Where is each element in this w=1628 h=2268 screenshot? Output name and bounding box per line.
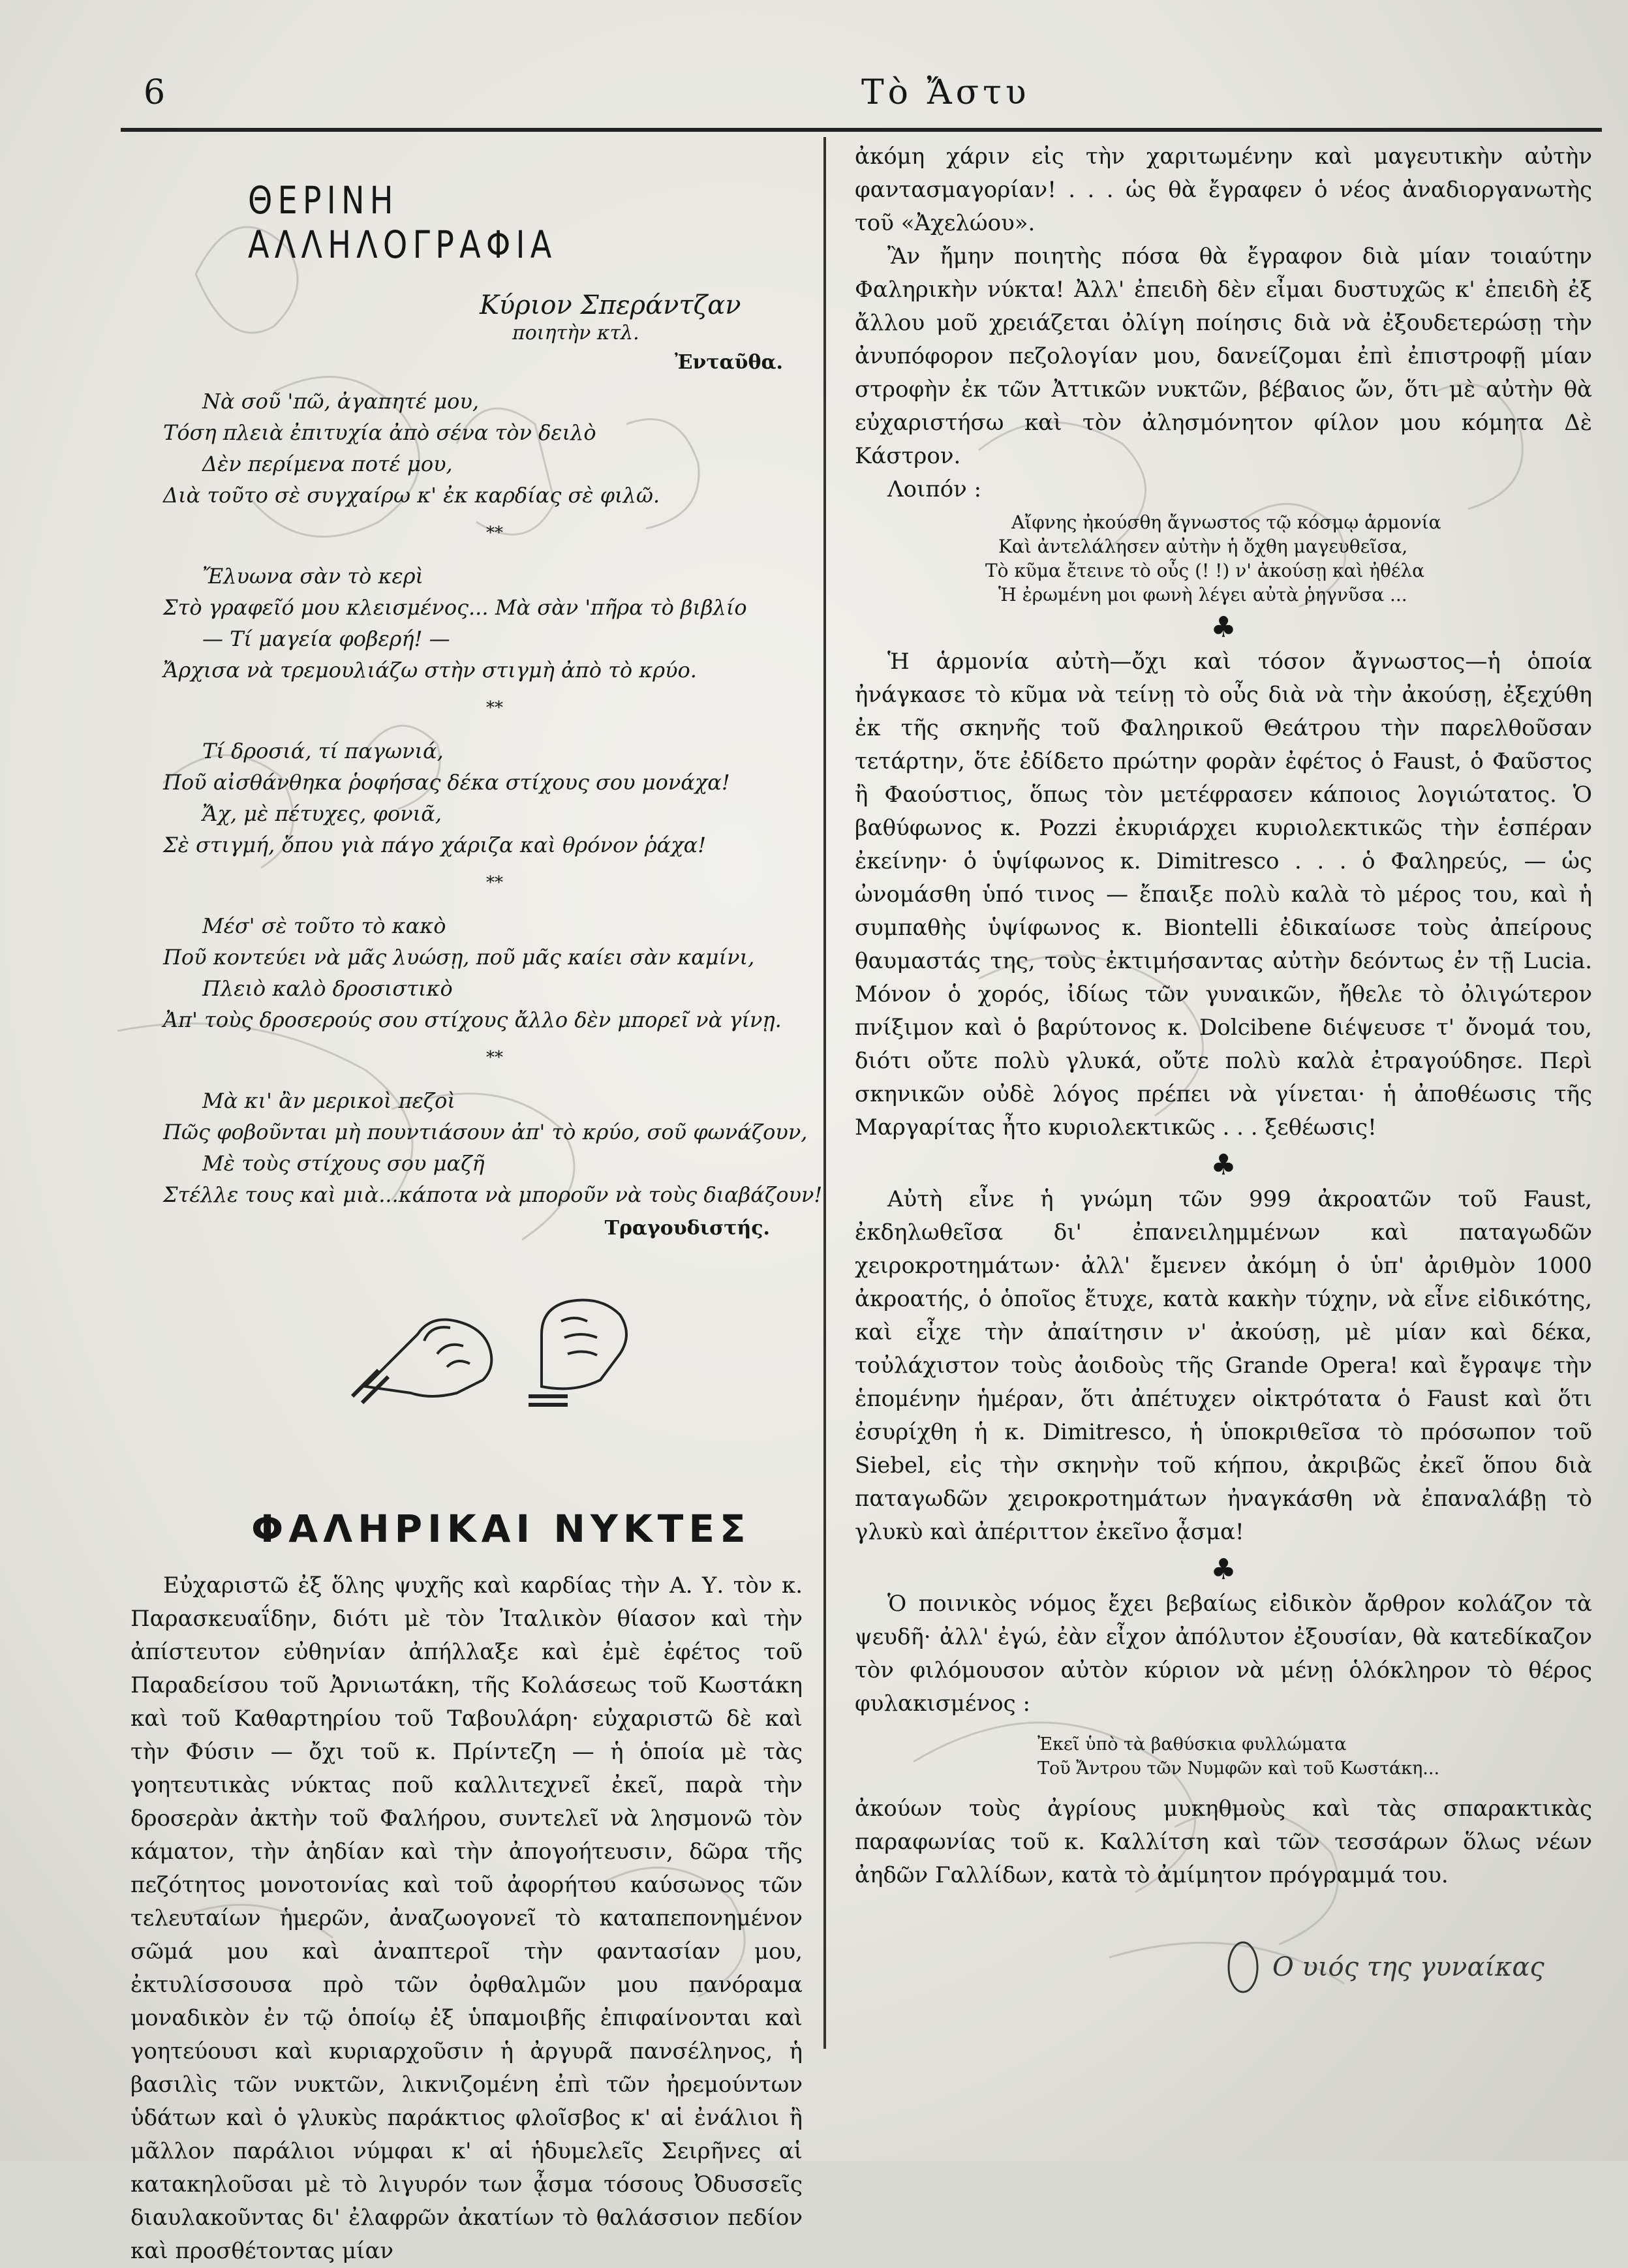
nights-paragraph-6 bbox=[855, 1792, 1592, 1892]
verse-line: Ποῦ κοντεύει νὰ μᾶς λυώσῃ, ποῦ μᾶς καίει σὰν καμίνι, bbox=[163, 945, 755, 970]
signature: Τραγουδιστής. bbox=[604, 1217, 770, 1240]
quote-line: Αἴφνης ἠκούσθη ἄγνωστος τῷ κόσμῳ ἁρμονία bbox=[1011, 512, 1441, 533]
handwritten-text: Ο υιός της γυναίκας bbox=[1272, 1952, 1544, 1982]
verse-line: Δὲν περίμενα ποτέ μου, bbox=[202, 452, 453, 476]
poem bbox=[131, 386, 823, 1210]
nights-paragraph-3 bbox=[855, 645, 1592, 1144]
fists-illustration bbox=[326, 1256, 692, 1406]
verse-line: Πλειὸ καλὸ δροσιστικὸ bbox=[202, 976, 453, 1001]
star-separator: ** bbox=[486, 523, 503, 543]
header-rule bbox=[121, 128, 1602, 132]
stanza bbox=[131, 910, 803, 1035]
quote-line: Τὸ κῦμα ἔτεινε τὸ οὖς (! !) ν' ἀκούσῃ καὶ ἠθέλα bbox=[985, 560, 1425, 581]
star-separator: ** bbox=[486, 1048, 503, 1067]
handwritten-signature bbox=[1220, 1931, 1559, 2003]
paragraph: ἀκόμη χάριν εἰς τὴν χαριτωμένην καὶ μαγευτικὴν αὐτὴν φαντασμαγορίαν! . . . ὡς θὰ ἔγραφεν ὁ νέος ἀναδιοργανωτὴς τοῦ «Ἀχελώου». bbox=[855, 144, 1592, 236]
right-column bbox=[855, 140, 1592, 2006]
left-column bbox=[131, 147, 823, 2268]
page-number: 6 bbox=[144, 73, 166, 112]
quote-stanza-2 bbox=[1037, 1732, 1592, 1781]
masthead: Τὸ Ἄστυ bbox=[861, 73, 1030, 112]
addressee-sub: ποιητὴν κτλ. bbox=[512, 322, 639, 345]
verse-line: Στὸ γραφεῖό μου κλεισμένος... Μὰ σὰν 'πῆρα τὸ βιβλίο bbox=[163, 595, 747, 620]
club-ornament: ♣ bbox=[1210, 1553, 1236, 1586]
paragraph: ἀκούων τοὺς ἀγρίους μυκηθμοὺς καὶ τὰς σπαρακτικὰς παραφωνίας τοῦ κ. Καλλίτση καὶ τῶν τεσσάρων ὅλως νέων ἀηδῶν Γαλλίδων, κατὰ τὸ ἀμίμητον πρόγραμμά του. bbox=[855, 1796, 1592, 1888]
paragraph: Ὁ ποινικὸς νόμος ἔχει βεβαίως εἰδικὸν ἄρθρον κολάζον τὰ ψευδῆ· ἀλλ' ἐγώ, ἐὰν εἶχον ἀπόλυτον ἐξουσίαν, θὰ κατεδίκαζον τὸν φιλόμουσον αὐτὸν κύριον νὰ μένῃ ὁλόκληρον τὸ θέρος φυλακισμένος : bbox=[855, 1591, 1592, 1717]
club-ornament: ♣ bbox=[1210, 1148, 1236, 1182]
stanza bbox=[131, 1085, 823, 1210]
paragraph: Εὐχαριστῶ ἐξ ὅλης ψυχῆς καὶ καρδίας τὴν Α. Υ. τὸν κ. Παρασκευαΐδην, διότι μὲ τὸν Ἰταλικὸν θίασον καὶ τὴν ἀπίστευτον εὐθηνίαν ἀπήλλαξε καὶ ἐμὲ ἐφέτος τοῦ Παραδείσου τοῦ Ἀρνιωτάκη, τῆς Κολάσεως τοῦ Κωστάκη καὶ τοῦ Καθαρτηρίου τοῦ Ταβουλάρη· εὐχαριστῶ δὲ καὶ τὴν Φύσιν — ὄχι τοῦ κ. Πρίντεζη — ἡ ὁποία μὲ τὰς γοητευτικὰς νύκτας ποῦ καλλιτεχνεῖ ἐκεῖ, παρὰ τὴν δροσερὰν ἀκτὴν τοῦ Φαλήρου, συντελεῖ νὰ λησμονῶ τὸν κάματον, τὴν ἀηδίαν καὶ τὴν ἀπογοήτευσιν, δῶρα τῆς πεζότητος μονοτονίας καὶ τοῦ ἀφορήτου καύσωνος τῶν τελευταίων ἡμερῶν, ἀναζωογονεῖ τὸ καταπεπονημένον σῶμά μου καὶ ἀναπτεροῖ τὴν φαντασίαν μου, ἐκτυλίσσουσα πρὸ τῶν ὀφθαλμῶν μου πανόραμα μοναδικὸν ἐν τῷ ὁποίῳ ἐξ ὑπαμοιβῆς ἐπιφαίνονται καὶ γοητεύουσι καὶ κυριαρχοῦσιν ἡ ἀργυρᾶ πανσέληνος, ἡ βασιλὶς τῶν νυκτῶν, λικνιζομένη ἐπὶ τῶν ἠρεμούντων ὑδάτων καὶ ὁ γλυκὺς παράκτιος φλοῖσβος κ' αἱ ἐνάλιοι ἢ μᾶλλον παράλιοι νύμφαι κ' αἱ ἡδυμελεῖς Σειρῆνες αἱ κατακηλοῦσαι μὲ τὸ λιγυρόν των ᾆσμα τόσους Ὀδυσσεῖς διαυλακοῦντας δι' ἐλαφρῶν ἀκατίων τὸ θαλάσσιον πεδίον καὶ προσθέτοντας μίαν bbox=[131, 1572, 803, 2264]
nights-paragraph-4 bbox=[855, 1183, 1592, 1549]
verse-line: Νὰ σοῦ 'πῶ, ἀγαπητέ μου, bbox=[202, 389, 480, 414]
verse-line: Μὰ κι' ἂν μερικοὶ πεζοὶ bbox=[202, 1088, 455, 1113]
verse-line: Πῶς φοβοῦνται μὴ πουντιάσουν ἀπ' τὸ κρύο, σοῦ φωνάζουν, bbox=[163, 1120, 808, 1144]
star-separator: ** bbox=[486, 698, 503, 718]
paragraph: Ἂν ἤμην ποιητὴς πόσα θὰ ἔγραφον διὰ μίαν τοιαύτην Φαληρικὴν νύκτα! Ἀλλ' ἐπειδὴ δὲν εἶμαι δυστυχῶς κ' ἐπειδὴ ἐξ ἄλλου μοῦ χρειάζεται ὀλίγη ποίησις διὰ νὰ ἐξουδετερώσῃ τὴν ἀνυπόφορον πεζολογίαν μου, δανείζομαι ἐπὶ ἐπιστροφῇ μίαν στροφὴν ἐκ τῶν Ἀττικῶν νυκτῶν, βέβαιος ὤν, ὅτι μὲ αὐτὴν θὰ εὐχαριστήσω καὶ τὸν ἀλησμόνητον φίλον μου κόμητα Δὲ Κάστρον. bbox=[855, 243, 1592, 469]
paragraph: Αὐτὴ εἶνε ἡ γνώμη τῶν 999 ἀκροατῶν τοῦ Faust, ἐκδηλωθεῖσα δι' ἐπανειλημμένων καὶ παταγωδῶν χειροκροτημάτων· ἀλλ' ἔμενεν ἀκόμη ὁ ὑπ' ἀριθμὸν 1000 ἀκροατής, ὁ ὁποῖος ἔτυχε, κατὰ κακὴν τύχην, νὰ εἶνε εἰδικότης, καὶ εἶχε τὴν ἀπαίτησιν ν' ἀκούσῃ, μὲ μίαν καὶ δέκα, τοὐλάχιστον τοὺς ἀοιδοὺς τῆς Grande Opera! καὶ ἔγραψε τὴν ἑπομένην ἡμέραν, ὅτι ἀπέτυχεν οἰκτρότατα ὁ Faust καὶ ὅτι ἐσυρίχθη ἡ κ. Dimitresco, ἡ ὑποκριθεῖσα τὸ πρόσωπον τοῦ Siebel, εἰς τὴν σκηνὴν τοῦ κήπου, ἀκριβῶς ἐκεῖ ὅπου διὰ παταγωδῶν χειροκροτημάτων ἠναγκάσθη νὰ ἐπαναλάβῃ τὸ γλυκὺ καὶ ἀπέριττον ἐκεῖνο ᾆσμα! bbox=[855, 1186, 1592, 1545]
verse-line: Ἄρχισα νὰ τρεμουλιάζω στὴν στιγμὴ ἀπὸ τὸ κρύο. bbox=[163, 658, 697, 682]
nights-title: ΦΑΛΗΡΙΚΑΙ ΝΥΚΤΕΣ bbox=[251, 1507, 751, 1551]
quote-line: Καὶ ἀντελάλησεν αὐτὴν ἡ ὄχθη μαγευθεῖσα, bbox=[998, 536, 1408, 557]
verse-line: Ἀπ' τοὺς δροσερούς σου στίχους ἄλλο δὲν μπορεῖ νὰ γίνῃ. bbox=[163, 1007, 782, 1032]
verse-line: Ἔλυωνα σὰν τὸ κερὶ bbox=[202, 564, 424, 589]
verse-line: Ποῦ αἰσθάνθηκα ῥοφήσας δέκα στίχους σου μονάχα! bbox=[163, 770, 730, 795]
stanza bbox=[131, 560, 803, 686]
paragraph: Λοιπόν : bbox=[887, 476, 982, 502]
nights-paragraph-1 bbox=[131, 1569, 803, 2268]
stanza bbox=[131, 386, 803, 511]
verse-line: Μὲ τοὺς στίχους σου μαζῆ bbox=[202, 1151, 485, 1176]
page-header bbox=[124, 60, 1566, 112]
column-divider bbox=[823, 137, 826, 2049]
verse-line: Στέλλε τους καὶ μιὰ...κάποτα νὰ μποροῦν νὰ τοὺς διαβάζουν! bbox=[163, 1182, 823, 1207]
quote-line: Τοῦ Ἄντρου τῶν Νυμφῶν καὶ τοῦ Κωστάκη... bbox=[1037, 1758, 1440, 1779]
quote-stanza-1 bbox=[985, 510, 1592, 607]
nights-paragraph-5 bbox=[855, 1587, 1592, 1721]
verse-line: Τί δροσιά, τί παγωνιά, bbox=[202, 739, 444, 763]
paragraph: Ἡ ἁρμονία αὐτὴ—ὄχι καὶ τόσον ἄγνωστος—ἡ ὁποία ἠνάγκασε τὸ κῦμα νὰ τείνῃ τὸ οὖς διὰ νὰ τὴν ἀκούσῃ, ἐξεχύθη ἐκ τῆς σκηνῆς τοῦ Φαληρικοῦ Θεάτρου τὴν παρελθοῦσαν τετάρτην, ὅτε ἐδίδετο πρώτην φορὰν ἐφέτος ὁ Faust, ὁ Φαῦστος ἢ Φαούστιος, ὅπως τὸν μετέφρασεν κάποιος λογιώτατος. Ὁ βαθύφωνος κ. Pozzi ἐκυριάρχει κυριολεκτικῶς τὴν ἑσπέραν ἐκείνην· ὁ ὑψίφωνος κ. Dimitresco . . . ὁ Φαληρεύς, — ὡς ὠνομάσθη ὑπό τινος — ἔπαιξε πολὺ καλὰ τὸ μέρος του, καὶ ἡ συμπαθὴς ὑψίφωνος κ. Biontelli ἐδικαίωσε τοὺς ἀπείρους θαυμαστάς της, τοὺς ἐκτιμήσαντας αὐτὴν δεόντως ἐν τῇ Lucia. Μόνον ὁ χορός, ἰδίως τῶν γυναικῶν, ἤθελε τὸ ὀλιγώτερον πνίξιμον καὶ ὁ βαρύτονος κ. Dolcibene διέψευσε τ' ὄνομά του, διότι οὔτε πολὺ γλυκά, οὔτε πολὺ καλὰ ἐτραγούδησε. Περὶ σκηνικῶν οὐδὲ λόγος πρέπει νὰ γίνεται· ἡ ἀποθέωσις τῆς Μαργαρίτας ἦτο κυριολεκτικῶς . . . ξεθέωσις! bbox=[855, 649, 1592, 1141]
verse-line: Ἄχ, μὲ πέτυχες, φονιᾶ, bbox=[202, 801, 442, 826]
verse-line: Διὰ τοῦτο σὲ συγχαίρω κ' ἐκ καρδίας σὲ φιλῶ. bbox=[163, 483, 660, 508]
stanza bbox=[131, 735, 803, 861]
quote-line: Ἡ ἐρωμένη μοι φωνὴ λέγει αὐτὰ ῥηγνῦσα ... bbox=[998, 584, 1407, 605]
star-separator: ** bbox=[486, 873, 503, 893]
correspondence-title: ΘΕΡΙΝΗ ΑΛΛΗΛΟΓΡΑΦΙΑ bbox=[248, 178, 557, 267]
addressee: Κύριον Σπεράντζαν bbox=[480, 290, 741, 320]
location: Ἐνταῦθα. bbox=[675, 351, 783, 374]
verse-line: — Τί μαγεία φοβερή! — bbox=[202, 626, 450, 651]
quote-line: Ἐκεῖ ὑπὸ τὰ βαθύσκια φυλλώματα bbox=[1037, 1734, 1347, 1755]
nights-continuation bbox=[855, 140, 1592, 506]
verse-line: Σὲ στιγμή, ὅπου γιὰ πάγο χάριζα καὶ θρόνον ῥάχα! bbox=[163, 833, 707, 857]
club-ornament: ♣ bbox=[1210, 611, 1236, 644]
verse-line: Τόση πλειὰ ἐπιτυχία ἀπὸ σένα τὸν δειλὸ bbox=[163, 420, 596, 445]
verse-line: Μέσ' σὲ τοῦτο τὸ κακὸ bbox=[202, 913, 446, 938]
